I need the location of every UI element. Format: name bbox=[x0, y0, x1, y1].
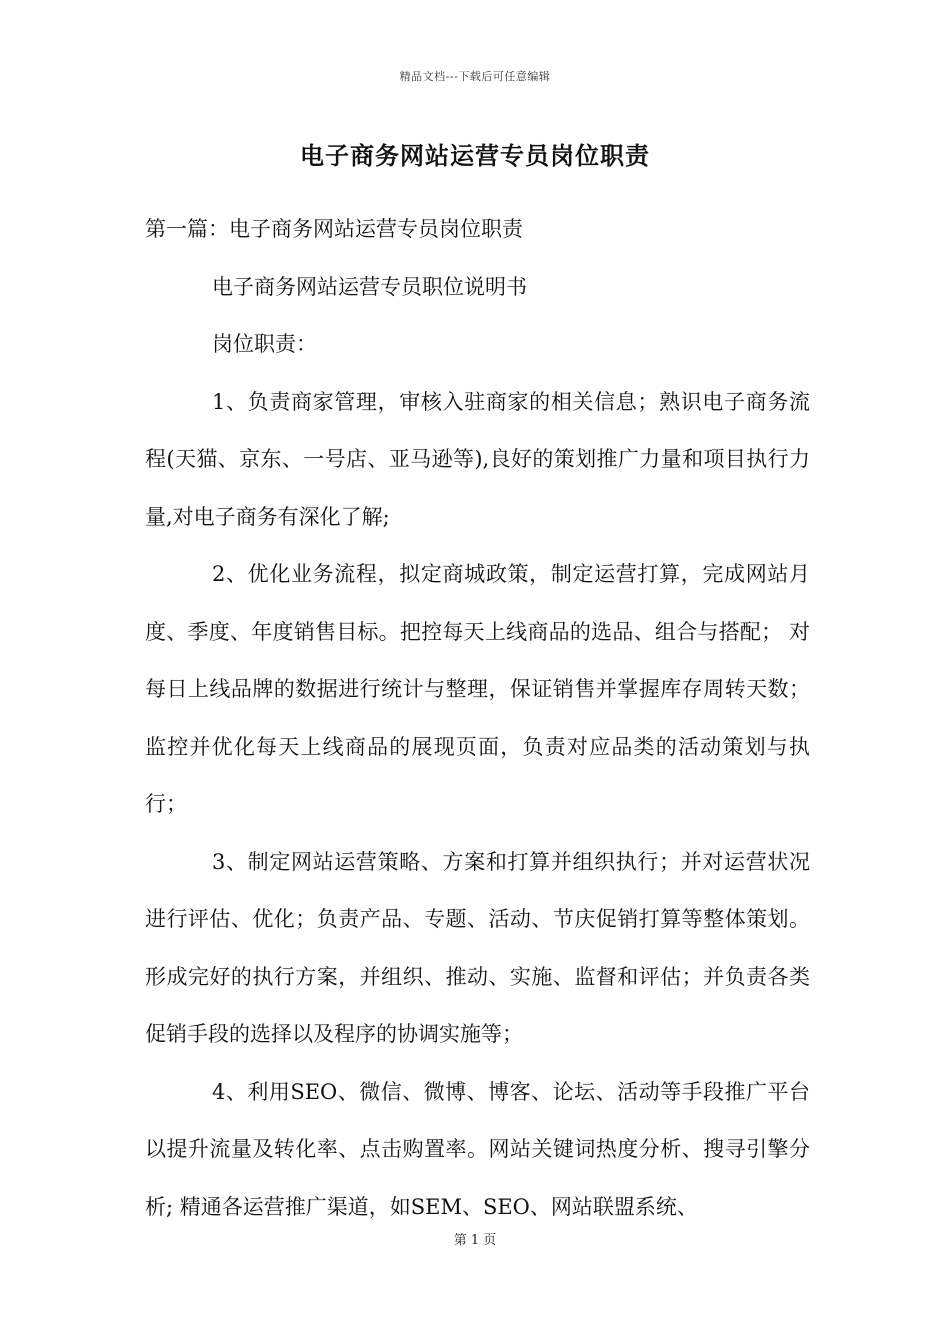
header-note: 精品文档---下载后可任意编辑 bbox=[399, 70, 551, 83]
section-heading: 第一篇：电子商务网站运营专员岗位职责 bbox=[145, 217, 523, 241]
responsibility-item-1: 1、负责商家管理，审核入驻商家的相关信息；熟识电子商务流程(天猫、京东、一号店、亚马逊等),良好的策划推广力量和项目执行力量,对电子商务有深化了解; bbox=[145, 389, 810, 529]
document-title: 电子商务网站运营专员岗位职责 bbox=[300, 141, 650, 170]
page-number: 第 1 页 bbox=[453, 1233, 497, 1248]
job-description-heading: 电子商务网站运营专员职位说明书 bbox=[212, 274, 527, 299]
responsibility-item-4: 4、利用SEO、微信、微博、博客、论坛、活动等手段推广平台以提升流量及转化率、点击购置率。网站关键词热度分析、搜寻引擎分析; 精通各运营推广渠道，如SEM、SEO、网站联盟系统、 bbox=[145, 1079, 810, 1219]
responsibility-item-2: 2、优化业务流程，拟定商城政策，制定运营打算，完成网站月度、季度、年度销售目标。把控每天上线商品的选品、组合与搭配； 对每日上线品牌的数据进行统计与整理，保证销售并掌握库存周转天数；监控并优化每天上线商品的展现页面，负责对应品类的活动策划与执行； bbox=[145, 562, 810, 816]
responsibility-item-3: 3、制定网站运营策略、方案和打算并组织执行；并对运营状况进行评估、优化；负责产品、专题、活动、节庆促销打算等整体策划。形成完好的执行方案，并组织、推动、实施、监督和评估；并负责各类促销手段的选择以及程序的协调实施等； bbox=[145, 849, 810, 1046]
responsibilities-heading: 岗位职责： bbox=[212, 332, 317, 356]
document-body bbox=[145, 201, 810, 1236]
